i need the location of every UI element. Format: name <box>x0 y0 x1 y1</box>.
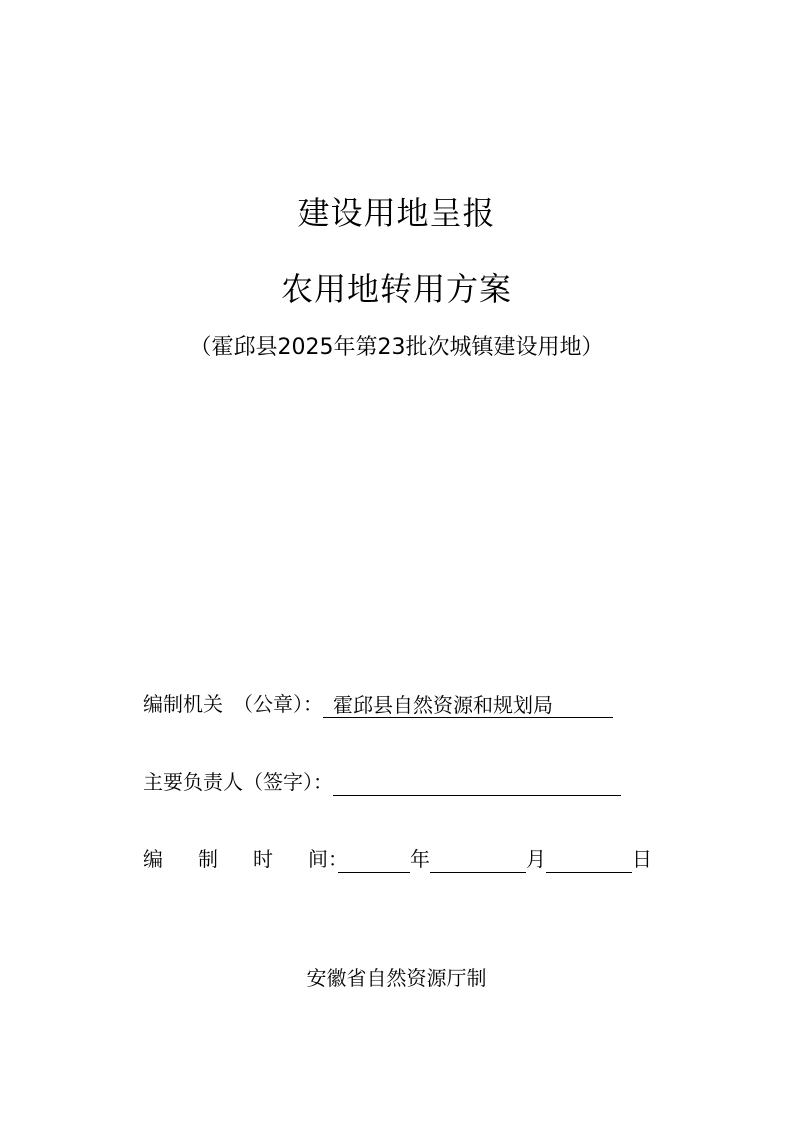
year-field[interactable] <box>338 846 410 873</box>
issuer-footer: 安徽省自然资源厅制 <box>306 966 487 990</box>
day-field[interactable] <box>546 846 632 873</box>
responsible-person-label: 主要负责人（签字）： <box>143 770 333 794</box>
compiling-org-field[interactable]: 霍邱县自然资源和规划局 <box>323 692 613 718</box>
year-unit: 年 <box>410 847 430 871</box>
compiling-org-label: 编制机关 （公章）： <box>143 692 323 716</box>
compiling-org-row <box>143 690 613 718</box>
compile-time-char-3: 时 <box>253 847 273 871</box>
document-subtitle: （霍邱县2025年第23批次城镇建设用地） <box>189 335 604 360</box>
compile-time-char-2: 制 <box>198 847 218 871</box>
compile-time-char-4: 间： <box>308 847 348 871</box>
compile-time-row <box>143 845 652 873</box>
document-title-line2: 农用地转用方案 <box>280 270 512 308</box>
month-field[interactable] <box>430 846 526 873</box>
compile-time-char-1: 编 <box>143 847 163 871</box>
month-unit: 月 <box>526 847 546 871</box>
document-title-line1: 建设用地呈报 <box>297 194 496 232</box>
signature-field[interactable] <box>333 769 621 796</box>
day-unit: 日 <box>632 847 652 871</box>
responsible-person-row <box>143 768 621 796</box>
compile-time-label <box>143 845 348 873</box>
